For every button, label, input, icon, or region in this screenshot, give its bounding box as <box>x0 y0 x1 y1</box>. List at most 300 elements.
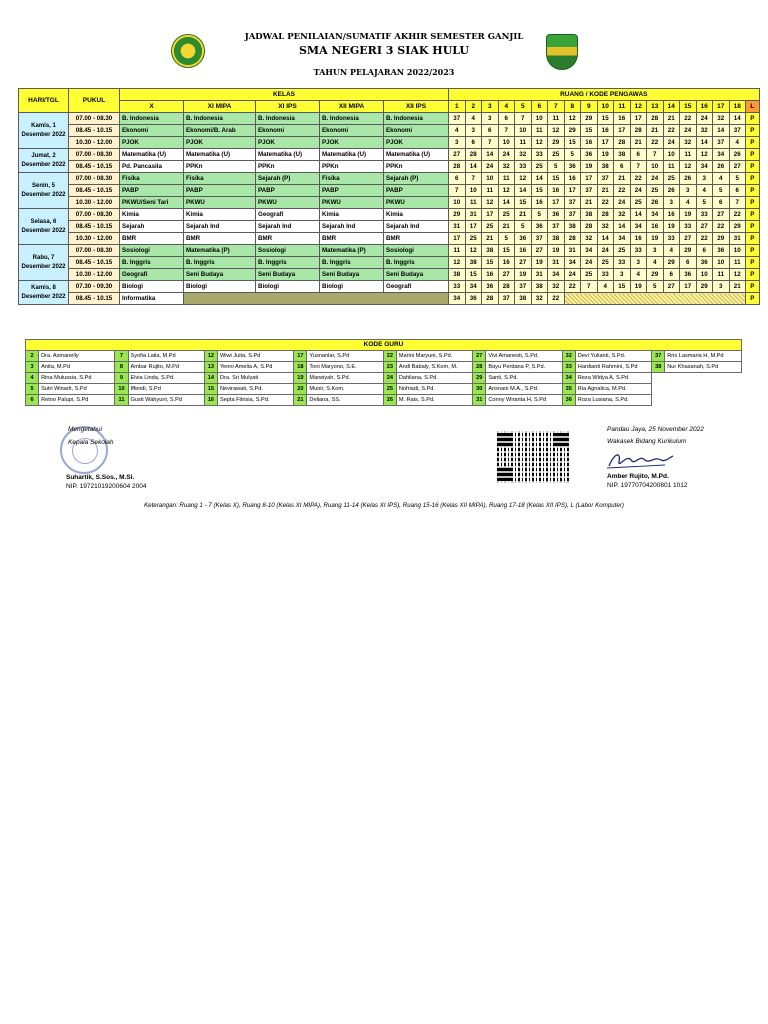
subject-cell: Informatika <box>120 293 184 305</box>
supervisor-code-cell: 34 <box>630 221 647 233</box>
supervisor-code-cell: 10 <box>449 197 466 209</box>
teacher-code-number: 37 <box>652 351 665 362</box>
supervisor-code-cell: 36 <box>713 245 730 257</box>
supervisor-code-cell: 37 <box>564 197 581 209</box>
subject-cell: Seni Budaya <box>384 269 449 281</box>
schedule-row <box>19 281 760 293</box>
supervisor-code-cell: 25 <box>465 233 482 245</box>
subject-cell: BMR <box>120 233 184 245</box>
supervisor-code-cell: 12 <box>696 149 713 161</box>
supervisor-code-cell: 36 <box>465 293 482 305</box>
supervisor-code-cell: 4 <box>597 281 614 293</box>
supervisor-code-cell: 29 <box>713 233 730 245</box>
supervisor-code-cell: 19 <box>531 257 548 269</box>
subject-cell: Seni Budaya <box>320 269 384 281</box>
teacher-name: Ambar Rujito, M.Pd <box>128 362 204 373</box>
supervisor-code-cell: 5 <box>498 233 515 245</box>
teacher-code-number: 33 <box>562 362 575 373</box>
teacher-code-number: 23 <box>383 362 396 373</box>
subject-cell: Kimia <box>384 209 449 221</box>
subject-cell: B. Inggris <box>384 257 449 269</box>
supervisor-code-cell: 4 <box>680 197 697 209</box>
subject-cell: Ekonomi <box>384 125 449 137</box>
supervisor-code-cell: 15 <box>531 185 548 197</box>
supervisor-code-cell: 37 <box>597 173 614 185</box>
supervisor-code-cell: P <box>746 293 760 305</box>
teacher-name: Deliana, SS. <box>307 395 383 406</box>
supervisor-code-cell: 6 <box>482 125 499 137</box>
supervisor-code-cell: 16 <box>581 137 598 149</box>
supervisor-code-cell: 16 <box>482 269 499 281</box>
schedule-row <box>19 197 760 209</box>
teacher-name: Roza Lusiana, S.Pd. <box>575 395 651 406</box>
supervisor-code-cell: 15 <box>482 257 499 269</box>
supervisor-code-cell: 34 <box>614 233 631 245</box>
subject-cell: Geografi <box>120 269 184 281</box>
supervisor-code-cell: 29 <box>581 113 598 125</box>
class-header: XII IPS <box>384 101 449 113</box>
supervisor-code-cell: 21 <box>597 185 614 197</box>
supervisor-code-cell: 28 <box>647 113 664 125</box>
supervisor-code-cell: 3 <box>630 257 647 269</box>
supervisor-code-cell: 10 <box>498 137 515 149</box>
supervisor-code-cell: 15 <box>465 269 482 281</box>
subject-cell: B. Inggris <box>256 257 320 269</box>
supervisor-code-cell: 25 <box>498 209 515 221</box>
supervisor-code-cell: 14 <box>465 161 482 173</box>
schedule-row <box>19 257 760 269</box>
supervisor-code-cell: 6 <box>614 161 631 173</box>
class-header: XI MIPA <box>184 101 256 113</box>
teacher-code-number: 25 <box>383 384 396 395</box>
col-header-time: PUKUL <box>69 89 120 113</box>
subject-cell: B. Indonesia <box>384 113 449 125</box>
supervisor-code-cell: 12 <box>548 125 565 137</box>
supervisor-code-cell: 25 <box>482 221 499 233</box>
supervisor-code-cell: 34 <box>581 245 598 257</box>
teacher-code-number: 20 <box>294 384 307 395</box>
supervisor-code-cell: 24 <box>597 245 614 257</box>
supervisor-code-cell: 17 <box>597 137 614 149</box>
supervisor-code-cell: 27 <box>498 269 515 281</box>
subject-cell: B. Indonesia <box>184 113 256 125</box>
supervisor-code-cell: 19 <box>630 281 647 293</box>
supervisor-code-cell: 24 <box>581 257 598 269</box>
time-cell: 08.45 - 10.15 <box>69 257 120 269</box>
teacher-code-row <box>26 362 742 373</box>
supervisor-code-cell: 32 <box>696 125 713 137</box>
supervisor-code-cell: 6 <box>498 113 515 125</box>
supervisor-code-cell: 28 <box>614 137 631 149</box>
supervisor-code-cell: P <box>746 113 760 125</box>
teacher-code-number: 30 <box>473 384 486 395</box>
subject-cell: Biologi <box>184 281 256 293</box>
subject-cell: PPKn <box>384 161 449 173</box>
supervisor-code-cell: 25 <box>614 245 631 257</box>
supervisor-code-cell: 33 <box>680 221 697 233</box>
teacher-name: Reza Widya A, S.Pd <box>575 373 651 384</box>
teacher-name: Dra. Asmanelly <box>39 351 115 362</box>
time-cell: 07.00 - 08.30 <box>69 209 120 221</box>
teacher-name: Wiwi Juita, S.Pd <box>217 351 293 362</box>
supervisor-code-cell: 10 <box>713 257 730 269</box>
subject-cell: B. Indonesia <box>120 113 184 125</box>
supervisor-code-cell: 16 <box>630 233 647 245</box>
teacher-code-number: 9 <box>115 373 128 384</box>
teacher-code-number: 6 <box>26 395 39 406</box>
supervisor-code-cell: 29 <box>647 269 664 281</box>
subject-cell: Matematika (U) <box>384 149 449 161</box>
supervisor-code-cell: 10 <box>531 113 548 125</box>
subject-cell: Sejarah Ind <box>256 221 320 233</box>
teacher-code-number: 14 <box>204 373 217 384</box>
supervisor-code-cell: 14 <box>498 197 515 209</box>
subject-cell: Sejarah Ind <box>384 221 449 233</box>
room-header: 11 <box>614 101 631 113</box>
principal-nip: NIP. 19721019200604 2004 <box>66 483 147 490</box>
room-header: 18 <box>729 101 746 113</box>
subject-cell: Kimia <box>120 209 184 221</box>
day-date-cell: Rabu, 7 Desember 2022 <box>19 245 69 281</box>
supervisor-code-cell: 11 <box>449 245 466 257</box>
subject-cell: Sosiologi <box>120 245 184 257</box>
teacher-name: Septa Fitrisia, S.Pd. <box>217 395 293 406</box>
supervisor-code-cell: 38 <box>548 233 565 245</box>
supervisor-code-cell: 4 <box>449 125 466 137</box>
subject-cell: Matematika (U) <box>320 149 384 161</box>
teacher-code-number: 27 <box>473 351 486 362</box>
subject-cell: PKWU <box>384 197 449 209</box>
supervisor-code-cell: 31 <box>531 269 548 281</box>
teacher-name: Nur Khasanah, S.Pd <box>665 362 742 373</box>
supervisor-code-cell: 4 <box>713 173 730 185</box>
vice-principal-name: Amber Rujito, M.Pd. <box>607 473 669 480</box>
room-header: 8 <box>564 101 581 113</box>
supervisor-code-cell: 7 <box>647 149 664 161</box>
subject-cell: Matematika (P) <box>184 245 256 257</box>
supervisor-code-cell: 16 <box>498 257 515 269</box>
supervisor-code-cell: 37 <box>581 185 598 197</box>
supervisor-code-cell: P <box>746 185 760 197</box>
supervisor-code-cell: 36 <box>564 161 581 173</box>
supervisor-code-cell: 11 <box>713 269 730 281</box>
supervisor-code-cell: 22 <box>713 221 730 233</box>
supervisor-code-cell: 28 <box>630 125 647 137</box>
supervisor-code-cell: 24 <box>564 269 581 281</box>
time-cell: 10.30 - 12.00 <box>69 233 120 245</box>
teacher-name: Marini Maryuni, S.Pd. <box>396 351 472 362</box>
supervisor-code-cell: P <box>746 137 760 149</box>
supervisor-code-cell: 21 <box>647 125 664 137</box>
supervisor-code-cell: 34 <box>548 269 565 281</box>
teacher-code-number: 22 <box>383 351 396 362</box>
subject-cell: Matematika (U) <box>120 149 184 161</box>
supervisor-code-cell: 21 <box>630 137 647 149</box>
subject-cell: PKWU/Seni Tari <box>120 197 184 209</box>
supervisor-code-cell: 6 <box>449 173 466 185</box>
subject-cell: Seni Budaya <box>256 269 320 281</box>
subject-cell: Geografi <box>384 281 449 293</box>
supervisor-code-cell: 28 <box>597 209 614 221</box>
supervisor-code-cell: 21 <box>581 197 598 209</box>
supervisor-code-cell: 31 <box>548 257 565 269</box>
supervisor-code-cell: P <box>746 281 760 293</box>
supervisor-code-cell: 11 <box>548 113 565 125</box>
teacher-code-number: 7 <box>115 351 128 362</box>
supervisor-code-cell: 14 <box>630 209 647 221</box>
time-cell: 08.45 - 10.15 <box>69 125 120 137</box>
supervisor-code-cell: 17 <box>482 209 499 221</box>
supervisor-code-cell: 12 <box>564 113 581 125</box>
subject-cell: PKWU <box>320 197 384 209</box>
supervisor-code-cell: 15 <box>614 281 631 293</box>
subject-cell: B. Inggris <box>120 257 184 269</box>
supervisor-code-cell: 37 <box>531 233 548 245</box>
supervisor-code-cell: 11 <box>465 197 482 209</box>
subject-cell: Kimia <box>184 209 256 221</box>
class-header: XII MIPA <box>320 101 384 113</box>
teacher-code-number: 32 <box>562 351 575 362</box>
qr-code-icon <box>497 431 569 483</box>
teacher-name: Sutri Winarti, S.Pd <box>39 384 115 395</box>
supervisor-code-cell: 6 <box>713 197 730 209</box>
supervisor-code-cell: 11 <box>680 149 697 161</box>
supervisor-code-cell: 22 <box>597 197 614 209</box>
supervisor-code-cell: 33 <box>630 245 647 257</box>
supervisor-code-cell: 12 <box>680 161 697 173</box>
subject-cell: Pd. Pancasila <box>120 161 184 173</box>
room-header: 4 <box>498 101 515 113</box>
supervisor-code-cell: 4 <box>465 113 482 125</box>
supervisor-code-cell: 32 <box>581 233 598 245</box>
col-header-ruang: RUANG / KODE PENGAWAS <box>449 89 760 101</box>
vice-principal-title: Wakasek Bidang Kurikulum <box>607 438 687 445</box>
time-cell: 10.30 - 12.00 <box>69 197 120 209</box>
teacher-name: Anita, M.Pd <box>39 362 115 373</box>
teacher-code-number: 3 <box>26 362 39 373</box>
supervisor-code-cell: 19 <box>515 269 532 281</box>
supervisor-code-cell: 29 <box>729 221 746 233</box>
supervisor-code-cell: 19 <box>647 233 664 245</box>
empty-cell <box>652 395 742 406</box>
supervisor-code-cell: P <box>746 161 760 173</box>
subject-cell: Kimia <box>320 209 384 221</box>
supervisor-code-cell: 7 <box>581 281 598 293</box>
supervisor-code-cell: 28 <box>482 293 499 305</box>
supervisor-code-cell: 15 <box>548 173 565 185</box>
academic-year: TAHUN PELAJARAN 2022/2023 <box>313 67 455 77</box>
supervisor-code-cell: 38 <box>449 269 466 281</box>
blocked-cell <box>564 293 746 305</box>
handwritten-signature-icon <box>605 448 675 472</box>
supervisor-code-cell: 28 <box>465 149 482 161</box>
supervisor-code-cell: 32 <box>597 221 614 233</box>
teacher-code-row <box>26 395 742 406</box>
supervisor-code-cell: 11 <box>531 125 548 137</box>
supervisor-code-cell: 27 <box>663 281 680 293</box>
time-cell: 08.45 - 10.15 <box>69 221 120 233</box>
supervisor-code-cell: 31 <box>564 245 581 257</box>
supervisor-code-cell: 29 <box>680 245 697 257</box>
supervisor-code-cell: 5 <box>647 281 664 293</box>
supervisor-code-cell: 7 <box>630 161 647 173</box>
supervisor-code-cell: 16 <box>515 245 532 257</box>
subject-cell: B. Indonesia <box>320 113 384 125</box>
subject-cell: PJOK <box>384 137 449 149</box>
supervisor-code-cell: 34 <box>647 209 664 221</box>
supervisor-code-cell: 34 <box>564 257 581 269</box>
teacher-code-number: 24 <box>383 373 396 384</box>
day-date-cell: Jumat, 2 Desember 2022 <box>19 149 69 173</box>
supervisor-code-cell: 5 <box>696 197 713 209</box>
subject-cell: Biologi <box>256 281 320 293</box>
supervisor-code-cell: P <box>746 233 760 245</box>
empty-cell <box>652 373 742 384</box>
subject-cell: PJOK <box>184 137 256 149</box>
teacher-name: Ria Agnalica, M.Pd. <box>575 384 651 395</box>
teacher-code-number: 31 <box>473 395 486 406</box>
teacher-name: Elvia Linda, S.Pd. <box>128 373 204 384</box>
teacher-name: Iffendi, S.Pd <box>128 384 204 395</box>
supervisor-code-cell: 29 <box>548 137 565 149</box>
supervisor-code-cell: 19 <box>663 221 680 233</box>
subject-cell: PABP <box>384 185 449 197</box>
teacher-code-number: 18 <box>294 362 307 373</box>
supervisor-code-cell: 24 <box>498 149 515 161</box>
supervisor-code-cell: 29 <box>663 257 680 269</box>
subject-cell: Fisika <box>120 173 184 185</box>
supervisor-code-cell: 7 <box>515 113 532 125</box>
teacher-code-number: 12 <box>204 351 217 362</box>
supervisor-code-cell: 12 <box>729 269 746 281</box>
subject-cell: Ekonomi <box>120 125 184 137</box>
supervisor-code-cell: 7 <box>449 185 466 197</box>
time-cell: 07.00 - 08.30 <box>69 149 120 161</box>
teacher-name: Gusti Wahyuni, S.Pd <box>128 395 204 406</box>
supervisor-code-cell: 14 <box>614 221 631 233</box>
supervisor-code-cell: 29 <box>449 209 466 221</box>
teacher-name: Syofia Laila, M.Pd <box>128 351 204 362</box>
supervisor-code-cell: 10 <box>663 149 680 161</box>
supervisor-code-cell: 6 <box>680 257 697 269</box>
supervisor-code-cell: 27 <box>449 149 466 161</box>
subject-cell: B. Inggris <box>320 257 384 269</box>
supervisor-code-cell: 21 <box>663 113 680 125</box>
supervisor-code-cell: P <box>746 173 760 185</box>
room-header: 6 <box>531 101 548 113</box>
room-header: 9 <box>581 101 598 113</box>
supervisor-code-cell: 26 <box>663 185 680 197</box>
supervisor-code-cell: 32 <box>713 113 730 125</box>
teacher-code-number: 15 <box>204 384 217 395</box>
subject-cell: PPKn <box>320 161 384 173</box>
supervisor-code-cell: 38 <box>581 209 598 221</box>
day-date-cell: Selasa, 6 Desember 2022 <box>19 209 69 245</box>
supervisor-code-cell: 32 <box>614 209 631 221</box>
supervisor-code-cell: P <box>746 221 760 233</box>
time-cell: 07.00 - 08.30 <box>69 113 120 125</box>
supervisor-code-cell: 11 <box>482 185 499 197</box>
time-cell: 08.45 - 10.15 <box>69 185 120 197</box>
teacher-code-table <box>25 339 742 406</box>
supervisor-code-cell: 29 <box>564 125 581 137</box>
supervisor-code-cell: 6 <box>630 149 647 161</box>
supervisor-code-cell: 14 <box>515 185 532 197</box>
acknowledged-label: Mengetahui <box>68 426 102 433</box>
supervisor-code-cell: 22 <box>680 113 697 125</box>
supervisor-code-cell: 25 <box>548 149 565 161</box>
supervisor-code-cell: 7 <box>498 125 515 137</box>
supervisor-code-cell: 16 <box>548 185 565 197</box>
supervisor-code-cell: 34 <box>449 293 466 305</box>
schedule-row <box>19 269 760 281</box>
time-cell: 07.30 - 09.30 <box>69 281 120 293</box>
subject-cell: Biologi <box>320 281 384 293</box>
supervisor-code-cell: 24 <box>647 173 664 185</box>
supervisor-code-cell: 4 <box>630 269 647 281</box>
teacher-code-number: 10 <box>115 384 128 395</box>
teacher-name: Nofriadi, S.Pd. <box>396 384 472 395</box>
subject-cell: PKWU <box>256 197 320 209</box>
supervisor-code-cell: 31 <box>449 221 466 233</box>
subject-cell: Ekonomi <box>256 125 320 137</box>
supervisor-code-cell: 32 <box>548 281 565 293</box>
supervisor-code-cell: 15 <box>581 125 598 137</box>
supervisor-code-cell: 27 <box>696 221 713 233</box>
supervisor-code-cell: 11 <box>515 137 532 149</box>
room-header: 7 <box>548 101 565 113</box>
exam-schedule-table <box>18 88 760 305</box>
supervisor-code-cell: 15 <box>498 245 515 257</box>
supervisor-code-cell: 22 <box>548 293 565 305</box>
supervisor-code-cell: 10 <box>647 161 664 173</box>
supervisor-code-cell: 37 <box>449 113 466 125</box>
supervisor-code-cell: 5 <box>531 209 548 221</box>
supervisor-code-cell: 25 <box>647 185 664 197</box>
supervisor-code-cell: 11 <box>498 173 515 185</box>
teacher-name: Dahliana, S.Pd. <box>396 373 472 384</box>
supervisor-code-cell: 27 <box>729 161 746 173</box>
supervisor-code-cell: 24 <box>630 185 647 197</box>
supervisor-code-cell: 25 <box>581 269 598 281</box>
supervisor-code-cell: 38 <box>614 149 631 161</box>
school-name: SMA NEGERI 3 SIAK HULU <box>298 44 470 57</box>
supervisor-code-cell: 36 <box>515 233 532 245</box>
principal-name: Suhartik, S.Sos., M.Si. <box>66 474 135 481</box>
subject-cell: B. Inggris <box>184 257 256 269</box>
subject-cell: Sejarah Ind <box>320 221 384 233</box>
supervisor-code-cell: 33 <box>449 281 466 293</box>
schedule-row <box>19 161 760 173</box>
subject-cell: Biologi <box>120 281 184 293</box>
subject-cell: PJOK <box>256 137 320 149</box>
supervisor-code-cell: 10 <box>465 185 482 197</box>
supervisor-code-cell: 25 <box>531 161 548 173</box>
subject-cell: Seni Budaya <box>184 269 256 281</box>
supervisor-code-cell: 3 <box>482 113 499 125</box>
blocked-cell <box>184 293 449 305</box>
supervisor-code-cell: 38 <box>465 257 482 269</box>
supervisor-code-cell: 5 <box>713 185 730 197</box>
subject-cell: PPKn <box>184 161 256 173</box>
supervisor-code-cell: 37 <box>498 293 515 305</box>
vice-principal-nip: NIP. 19770704200801 1012 <box>607 482 688 489</box>
supervisor-code-cell: 26 <box>729 149 746 161</box>
supervisor-code-cell: 6 <box>465 137 482 149</box>
supervisor-code-cell: P <box>746 125 760 137</box>
subject-cell: Sejarah <box>120 221 184 233</box>
subject-cell: BMR <box>184 233 256 245</box>
